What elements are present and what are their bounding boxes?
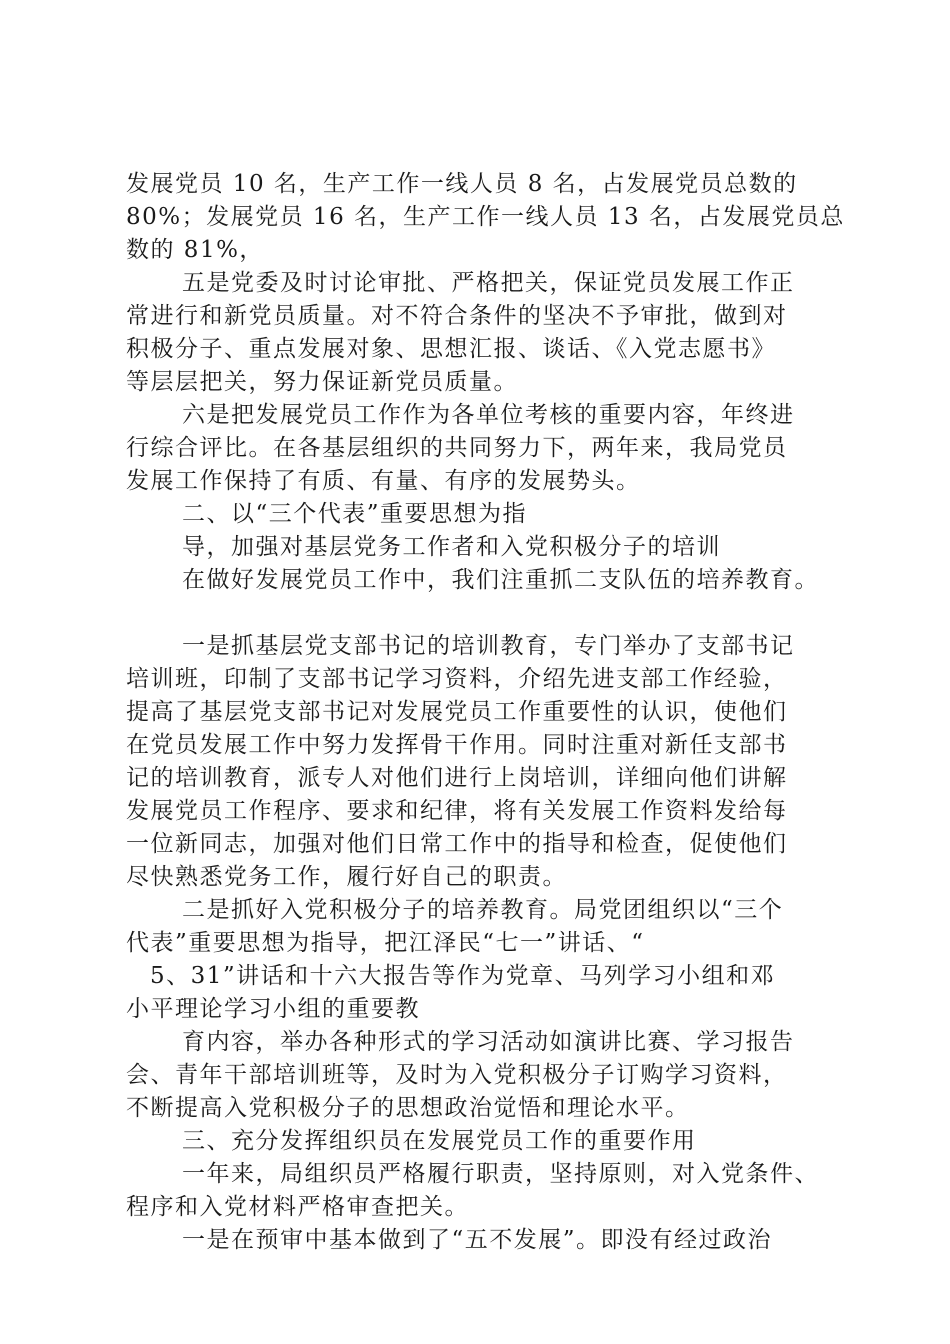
text-line: 培训班，印制了支部书记学习资料，介绍先进支部工作经验， bbox=[126, 666, 788, 692]
text-line: 5、31”讲话和十六大报告等作为党章、马列学习小组和邓 bbox=[150, 963, 776, 989]
text-line: 二是抓好入党积极分子的培养教育。局党团组织以“三个 bbox=[182, 897, 784, 923]
text-line: 提高了基层党支部书记对发展党员工作重要性的认识，使他们 bbox=[126, 699, 788, 725]
text-line: 积极分子、重点发展对象、思想汇报、谈话、《入党志愿书》 bbox=[126, 336, 776, 362]
text-line: 等层层把关，努力保证新党员质量。 bbox=[126, 369, 518, 395]
text-line: 小平理论学习小组的重要教 bbox=[126, 996, 420, 1022]
text-line: 五是党委及时讨论审批、严格把关，保证党员发展工作正 bbox=[182, 270, 795, 296]
text-line: 程序和入党材料严格审查把关。 bbox=[126, 1194, 469, 1220]
blank-line bbox=[126, 597, 836, 630]
text-line: 尽快熟悉党务工作，履行好自己的职责。 bbox=[126, 864, 567, 890]
section-heading: 三、充分发挥组织员在发展党员工作的重要作用 bbox=[182, 1128, 697, 1154]
text-line: 会、青年干部培训班等，及时为入党积极分子订购学习资料， bbox=[126, 1062, 788, 1088]
text-line: 常进行和新党员质量。对不符合条件的坚决不予审批，做到对 bbox=[126, 303, 788, 329]
text-line: 行综合评比。在各基层组织的共同努力下，两年来，我局党员 bbox=[126, 435, 788, 461]
text-line: 80%；发展党员 16 名，生产工作一线人员 13 名，占发展党员总 bbox=[126, 204, 845, 230]
text-line: 在做好发展党员工作中，我们注重抓二支队伍的培养教育。 bbox=[182, 567, 819, 593]
text-line: 在党员发展工作中努力发挥骨干作用。同时注重对新任支部书 bbox=[126, 732, 788, 758]
text-line: 发展党员 10 名，生产工作一线人员 8 名，占发展党员总数的 bbox=[126, 171, 798, 197]
text-line: 记的培训教育，派专人对他们进行上岗培训，详细向他们讲解 bbox=[126, 765, 788, 791]
text-line: 代表”重要思想为指导，把江泽民“七一”讲话、“ bbox=[126, 930, 645, 956]
text-line: 发展党员工作程序、要求和纪律，将有关发展工作资料发给每 bbox=[126, 798, 788, 824]
text-line: 六是把发展党员工作作为各单位考核的重要内容，年终进 bbox=[182, 402, 795, 428]
text-line: 一是抓基层党支部书记的培训教育，专门举办了支部书记 bbox=[182, 633, 795, 659]
text-line: 一年来，局组织员严格履行职责，坚持原则，对入党条件、 bbox=[182, 1161, 819, 1187]
section-heading: 二、以“三个代表”重要思想为指 bbox=[182, 501, 528, 527]
text-line: 发展工作保持了有质、有量、有序的发展势头。 bbox=[126, 468, 641, 494]
text-line: 一是在预审中基本做到了“五不发展”。即没有经过政治 bbox=[182, 1227, 773, 1253]
document-body bbox=[126, 168, 845, 1257]
text-line: 育内容，举办各种形式的学习活动如演讲比赛、学习报告 bbox=[182, 1029, 795, 1055]
section-heading: 导，加强对基层党务工作者和入党积极分子的培训 bbox=[182, 534, 721, 560]
text-line: 一位新同志，加强对他们日常工作中的指导和检查，促使他们 bbox=[126, 831, 788, 857]
text-line: 数的 81%， bbox=[126, 237, 264, 263]
text-line: 不断提高入党积极分子的思想政治觉悟和理论水平。 bbox=[126, 1095, 690, 1121]
